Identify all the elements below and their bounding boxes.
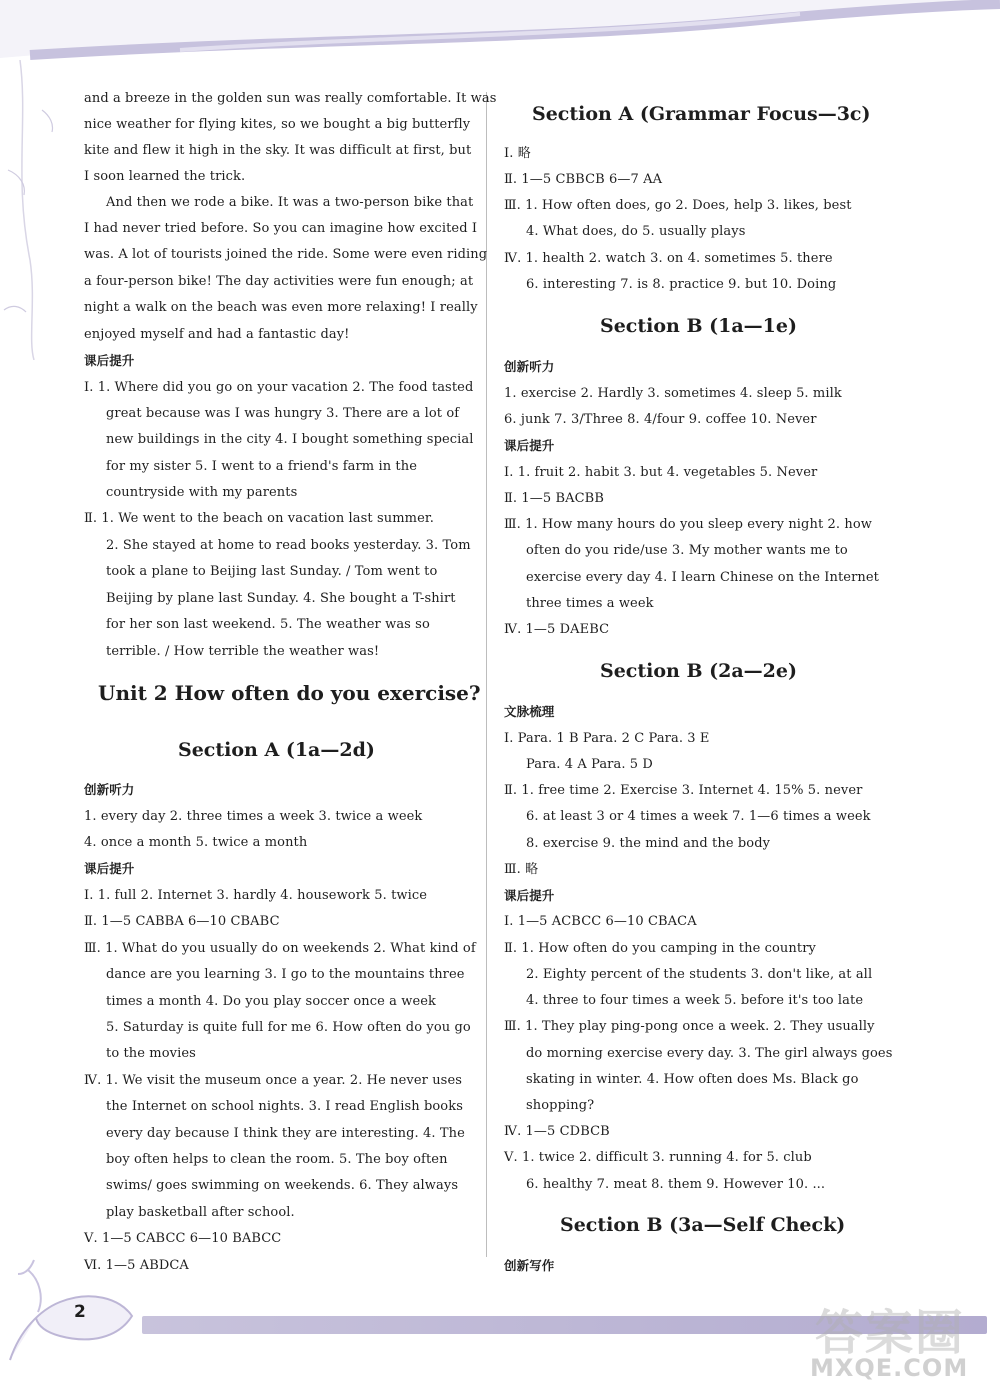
answer-line: Ⅱ. 1—5 CBBCB 6—7 AA bbox=[504, 172, 663, 187]
essay-line: nice weather for flying kites, so we bought a big butterfly bbox=[84, 117, 471, 132]
answer-line: Ⅴ. 1. twice 2. difficult 3. running 4. for 5. club bbox=[504, 1150, 812, 1165]
section-title: Section B (1a—1e) bbox=[600, 315, 797, 337]
answer-line: 6. interesting 7. is 8. practice 9. but 10. Doing bbox=[526, 277, 837, 292]
page-number: 2 bbox=[74, 1302, 86, 1322]
answer-line: Ⅵ. 1—5 ABDCA bbox=[84, 1258, 189, 1273]
answer-line: Ⅰ. 略 bbox=[504, 146, 531, 161]
answer-line: 2. She stayed at home to read books yesterday. 3. Tom bbox=[106, 538, 471, 553]
essay-line: and a breeze in the golden sun was really comfortable. It was bbox=[84, 91, 497, 106]
essay-line: I had never tried before. So you can imagine how excited I bbox=[84, 221, 478, 236]
answer-line: do morning exercise every day. 3. The girl always goes bbox=[526, 1046, 893, 1061]
answer-line: Ⅲ. 略 bbox=[504, 862, 539, 877]
watermark-site: MXQE.COM bbox=[810, 1354, 969, 1382]
essay-line: enjoyed myself and had a fantastic day! bbox=[84, 327, 350, 342]
answer-line: took a plane to Beijing last Sunday. / Tom went to bbox=[106, 564, 438, 579]
context-label: 文脉梳理 bbox=[504, 704, 555, 719]
essay-line: And then we rode a bike. It was a two-person bike that bbox=[106, 195, 474, 210]
answer-line: countryside with my parents bbox=[106, 485, 298, 500]
after-class-label: 课后提升 bbox=[504, 438, 555, 453]
answer-line: every day because I think they are interesting. 4. The bbox=[106, 1126, 465, 1141]
essay-line: night a walk on the beach was even more relaxing! I really bbox=[84, 300, 478, 315]
unit-title: Unit 2 How often do you exercise? bbox=[98, 681, 481, 705]
essay-line: I soon learned the trick. bbox=[84, 169, 246, 184]
answer-line: three times a week bbox=[526, 596, 654, 611]
answer-line: swims/ goes swimming on weekends. 6. They always bbox=[106, 1178, 459, 1193]
answer-line: 4. three to four times a week 5. before it's too late bbox=[526, 993, 864, 1008]
answer-line: 1. every day 2. three times a week 3. twice a week bbox=[84, 809, 423, 824]
listening-label: 创新听力 bbox=[504, 359, 555, 374]
answer-line: Ⅱ. 1—5 CABBA 6—10 CBABC bbox=[84, 914, 280, 929]
section-title: Section B (2a—2e) bbox=[600, 660, 797, 682]
answer-line: skating in winter. 4. How often does Ms. Black go bbox=[526, 1072, 859, 1087]
writing-label: 创新写作 bbox=[504, 1258, 555, 1273]
answer-line: 5. Saturday is quite full for me 6. How often do you go bbox=[106, 1020, 471, 1035]
side-floral-decoration bbox=[0, 60, 70, 360]
answer-line: Ⅱ. 1. How often do you camping in the country bbox=[504, 941, 816, 956]
answer-line: Ⅲ. 1. What do you usually do on weekends 2. What kind of bbox=[84, 941, 476, 956]
answer-line: Ⅴ. 1—5 CABCC 6—10 BABCC bbox=[84, 1231, 282, 1246]
answer-line: Ⅱ. 1—5 BACBB bbox=[504, 491, 604, 506]
top-decorative-band bbox=[0, 0, 1000, 60]
section-title: Section A (Grammar Focus—3c) bbox=[532, 103, 871, 125]
answer-line: Ⅳ. 1. health 2. watch 3. on 4. sometimes 5. there bbox=[504, 251, 833, 266]
answer-line: Ⅱ. 1. We went to the beach on vacation last summer. bbox=[84, 511, 434, 526]
answer-line: 6. at least 3 or 4 times a week 7. 1—6 times a week bbox=[526, 809, 871, 824]
answer-line: Ⅳ. 1. We visit the museum once a year. 2. He never uses bbox=[84, 1073, 463, 1088]
section-title: Section A (1a—2d) bbox=[178, 739, 375, 761]
answer-line: play basketball after school. bbox=[106, 1205, 295, 1220]
answer-line: for her son last weekend. 5. The weather was so bbox=[106, 617, 430, 632]
answer-line: shopping? bbox=[526, 1098, 595, 1113]
answer-line: 2. Eighty percent of the students 3. don't like, at all bbox=[526, 967, 873, 982]
answer-line: often do you ride/use 3. My mother wants me to bbox=[526, 543, 848, 558]
answer-line: Ⅲ. 1. How many hours do you sleep every night 2. how bbox=[504, 517, 872, 532]
answer-line: 1. exercise 2. Hardly 3. sometimes 4. sleep 5. milk bbox=[504, 386, 842, 401]
answer-line: Ⅱ. 1. free time 2. Exercise 3. Internet 4. 15% 5. never bbox=[504, 783, 863, 798]
answer-line: Ⅲ. 1. They play ping-pong once a week. 2. They usually bbox=[504, 1019, 875, 1034]
answer-line: terrible. / How terrible the weather was! bbox=[106, 644, 380, 659]
section-title: Section B (3a—Self Check) bbox=[560, 1214, 846, 1236]
after-class-label: 课后提升 bbox=[504, 888, 555, 903]
answer-line: to the movies bbox=[106, 1046, 196, 1061]
answer-line: great because was I was hungry 3. There are a lot of bbox=[106, 406, 460, 421]
listening-label: 创新听力 bbox=[84, 782, 135, 797]
essay-line: kite and flew it high in the sky. It was difficult at first, but bbox=[84, 143, 472, 158]
answer-line: times a month 4. Do you play soccer once a week bbox=[106, 994, 437, 1009]
answer-line: new buildings in the city 4. I bought something special bbox=[106, 432, 474, 447]
answer-line: Ⅰ. 1—5 ACBCC 6—10 CBACA bbox=[504, 914, 697, 929]
answer-line: 6. junk 7. 3/Three 8. 4/four 9. coffee 10. Never bbox=[504, 412, 817, 427]
answer-line: Ⅳ. 1—5 CDBCB bbox=[504, 1124, 610, 1139]
answer-line: for my sister 5. I went to a friend's farm in the bbox=[106, 459, 418, 474]
answer-line: boy often helps to clean the room. 5. The boy often bbox=[106, 1152, 448, 1167]
essay-line: was. A lot of tourists joined the ride. Some were even riding bbox=[84, 247, 488, 262]
answer-line: Ⅰ. 1. Where did you go on your vacation 2. The food tasted bbox=[84, 380, 474, 395]
answer-line: Ⅰ. 1. full 2. Internet 3. hardly 4. housework 5. twice bbox=[84, 888, 428, 903]
after-class-label: 课后提升 bbox=[84, 861, 135, 876]
answer-line: 6. healthy 7. meat 8. them 9. However 10. ... bbox=[526, 1177, 826, 1192]
answer-line: Ⅲ. 1. How often does, go 2. Does, help 3. likes, best bbox=[504, 198, 852, 213]
answer-line: 4. once a month 5. twice a month bbox=[84, 835, 308, 850]
answer-line: 4. What does, do 5. usually plays bbox=[526, 224, 746, 239]
answer-line: Ⅰ. Para. 1 B Para. 2 C Para. 3 E bbox=[504, 731, 710, 746]
answer-line: the Internet on school nights. 3. I read English books bbox=[106, 1099, 463, 1114]
essay-line: a four-person bike! The day activities were fun enough; at bbox=[84, 274, 474, 289]
answer-line: Para. 4 A Para. 5 D bbox=[526, 757, 653, 772]
answer-line: exercise every day 4. I learn Chinese on the Internet bbox=[526, 570, 879, 585]
answer-line: Beijing by plane last Sunday. 4. She bought a T-shirt bbox=[106, 591, 456, 606]
watermark-logo: 答案圈 bbox=[815, 1305, 966, 1361]
answer-line: Ⅰ. 1. fruit 2. habit 3. but 4. vegetables 5. Never bbox=[504, 465, 818, 480]
answer-line: 8. exercise 9. the mind and the body bbox=[526, 836, 771, 851]
column-divider bbox=[486, 92, 487, 1257]
answer-line: Ⅳ. 1—5 DAEBC bbox=[504, 622, 610, 637]
answer-line: dance are you learning 3. I go to the mountains three bbox=[106, 967, 465, 982]
after-class-label: 课后提升 bbox=[84, 353, 135, 368]
